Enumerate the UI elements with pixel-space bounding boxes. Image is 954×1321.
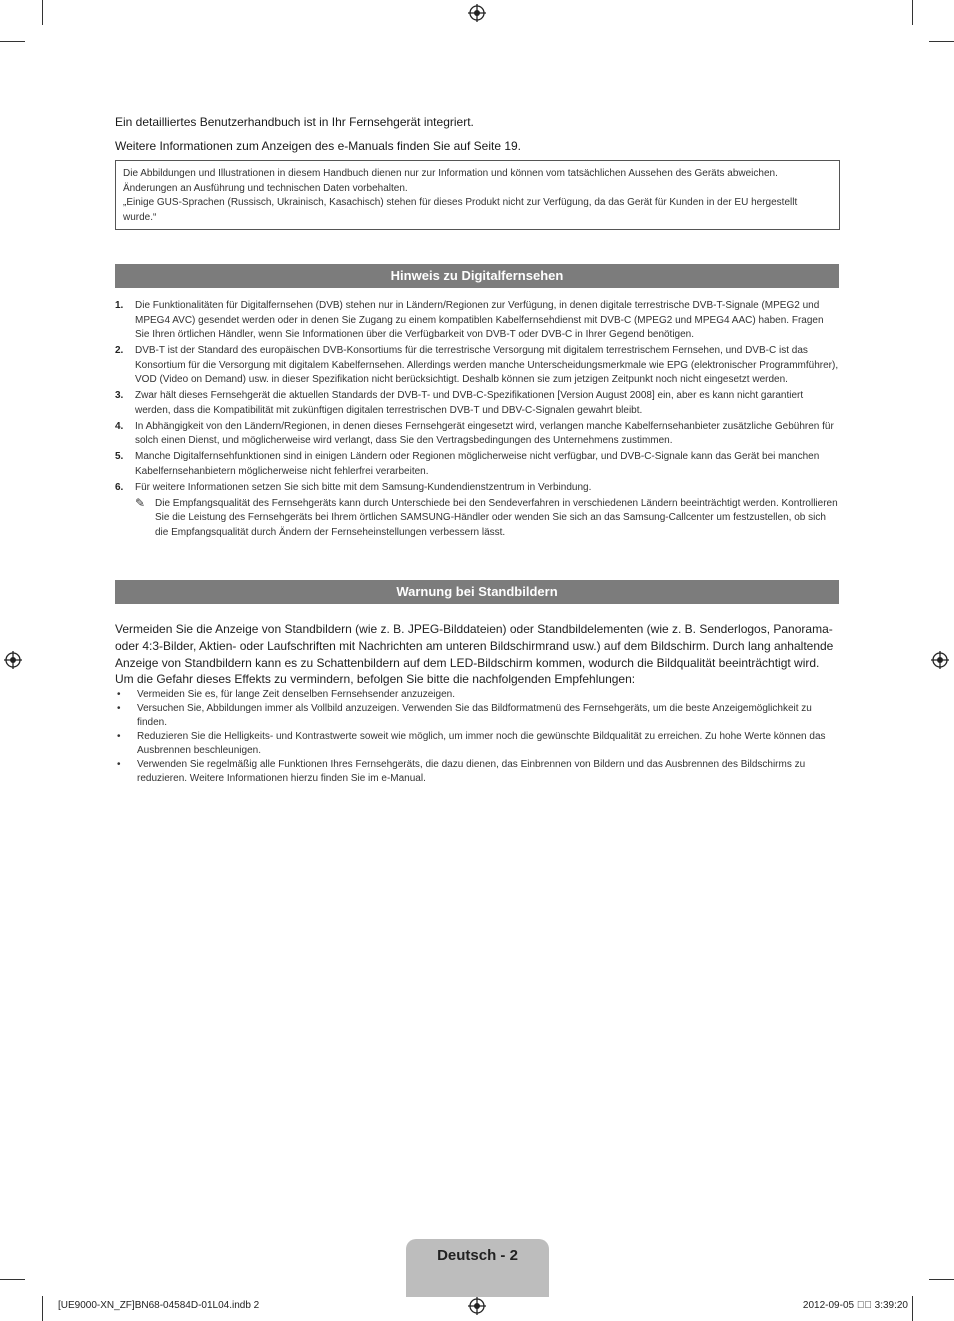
crop-mark	[0, 1279, 25, 1280]
disclaimer-text: Die Abbildungen und Illustrationen in diesem Handbuch dienen nur zur Information und können vom tatsächlichen Aussehen des Geräts abweichen. Änderungen an Ausführung und technischen Daten vorbehalten.	[123, 168, 778, 194]
footer-file-info: [UE9000-XN_ZF]BN68-04584D-01L04.indb 2	[58, 1300, 260, 1311]
list-item	[115, 299, 839, 343]
bullet-icon: •	[117, 689, 121, 700]
list-item	[115, 758, 839, 786]
crop-mark	[929, 1279, 954, 1280]
still-image-warning-text: Vermeiden Sie die Anzeige von Standbildern (wie z. B. JPEG-Bilddateien) oder Standbildelementen (wie z. B. Senderlogos, Panorama- oder 4:3-Bilder, Aktien- oder Laufschriften mit Nachrichten am unteren Bildschirmrand usw.) auf dem Bildschirm. Durch lang anhaltende Anzeige von Standbildern kann es zu Schattenbildern auf dem LED-Bildschirm kommen, wodurch die Bildqualität beeinträchtigt wird. Um die Gefahr dieses Effekts zu vermindern, befolgen Sie bitte die nachfolgenden Empfehlungen:	[115, 622, 834, 687]
item-number: 2.	[115, 345, 124, 356]
registration-mark-icon	[468, 1297, 486, 1315]
bullet-text: Vermeiden Sie es, für lange Zeit denselben Fernsehsender anzuzeigen.	[137, 689, 455, 700]
intro-line-1: Ein detailliertes Benutzerhandbuch ist in Ihr Fernsehgerät integriert.	[115, 115, 474, 129]
item-number: 1.	[115, 300, 124, 311]
item-text: Für weitere Informationen setzen Sie sich bitte mit dem Samsung-Kundendienstzentrum in Verbindung.	[135, 481, 592, 493]
section-heading-still-images: Warnung bei Standbildern	[115, 580, 839, 604]
list-item	[115, 344, 839, 388]
bullet-icon: •	[117, 703, 121, 714]
item-number: 4.	[115, 420, 124, 432]
intro-line-2: Weitere Informationen zum Anzeigen des e-Manuals finden Sie auf Seite 19.	[115, 139, 522, 153]
bullet-icon: •	[117, 759, 121, 770]
list-item	[115, 702, 839, 730]
list-item	[115, 481, 839, 496]
item-number: 3.	[115, 390, 124, 401]
list-item	[115, 389, 839, 418]
item-number: 6.	[115, 481, 124, 493]
crop-mark	[912, 0, 913, 25]
item-number: 5.	[115, 451, 124, 462]
bullet-text: Reduzieren Sie die Helligkeits- und Kontrastwerte soweit wie möglich, um immer noch die gewünschte Bildqualität zu erreichen. Zu hohe Werte können das Ausbrennen beschleunigen.	[137, 731, 826, 756]
item-text: DVB-T ist der Standard des europäischen DVB-Konsortiums für die terrestrische Versorgung mit digitalem terrestrischem Fernsehen, und DVB-C ist das Konsortium für die Versorgung mit digitalem Kabelfernsehen. Allerdings werden manche Unterscheidungsmerkmale wie EPG (elektronischer Programmführer), VOD (Video on Demand) usw. in dieser Spezifikation nicht berücksichtigt. Deshalb können sie zum jetzigen Zeitpunkt noch nicht eingesetzt werden.	[135, 345, 839, 385]
gus-language-note: „Einige GUS-Sprachen (Russisch, Ukrainisch, Kasachisch) stehen für dieses Produkt nicht zur Verfügung, da das Gerät für Kunden in der EU hergestellt wurde.“	[123, 197, 798, 223]
registration-mark-icon	[4, 651, 22, 669]
digital-tv-list	[115, 299, 839, 540]
bullet-icon: •	[117, 731, 121, 742]
crop-mark	[912, 1296, 913, 1321]
note-text: Die Empfangsqualität des Fernsehgeräts kann durch Unterschiede bei den Sendeverfahren in verschiedenen Ländern beeinträchtigt werden. Kontrollieren Sie die Leistung des Fernsehgeräts bei Ihrem örtlichen SAMSUNG-Händler oder wenden Sie sich an das Samsung-Callcenter um festzustellen, ob sich die Empfangsqualität durch Ändern der Fernseheinstellungen verbessern lässt.	[155, 497, 838, 538]
list-item	[115, 688, 839, 702]
bullet-text: Verwenden Sie regelmäßig alle Funktionen Ihres Fernsehgeräts, die dazu dienen, das Einbrennen von Bildern und das Ausbrennen des Bildschirms zu reduzieren. Weitere Informationen hierzu finden Sie im e-Manual.	[137, 759, 806, 784]
list-item	[115, 730, 839, 758]
crop-mark	[0, 41, 25, 42]
registration-mark-icon	[931, 651, 949, 669]
crop-mark	[42, 0, 43, 25]
crop-mark	[929, 41, 954, 42]
crop-mark	[42, 1296, 43, 1321]
pencil-note-icon: ✎	[135, 495, 146, 510]
page-number-tab: Deutsch - 2	[406, 1239, 549, 1297]
bullet-text: Versuchen Sie, Abbildungen immer als Vollbild anzuzeigen. Verwenden Sie das Bildformatmenü des Fernsehgeräts, um die beste Anzeigemöglichkeit zu finden.	[137, 703, 812, 728]
item-text: Zwar hält dieses Fernsehgerät die aktuellen Standards der DVB-T- und DVB-C-Spezifikationen [Version August 2008] ein, aber es kann nicht garantiert werden, dass die Kompatibilität mit zukünftigen digitalen terrestrischen DVB-T und DBV-C-Signalen gewahrt bleibt.	[135, 390, 804, 416]
registration-mark-icon	[468, 4, 486, 22]
item-text: Manche Digitalfernsehfunktionen sind in einigen Ländern oder Regionen möglicherweise nicht verfügbar, und DVB-C-Signale kann das Gerät bei manchen Kabelfernsehanbietern möglicherweise nicht fehlerfrei verarbeiten.	[135, 451, 820, 477]
recommendation-list	[115, 688, 839, 786]
list-item	[115, 420, 839, 449]
disclaimer-box	[115, 160, 840, 230]
list-item	[115, 450, 839, 479]
reception-note	[135, 497, 839, 541]
section-heading-digital-tv: Hinweis zu Digitalfernsehen	[115, 264, 839, 288]
item-text: In Abhängigkeit von den Ländern/Regionen, in denen dieses Fernsehgerät eingesetzt wird, verlangen manche Kabelfernsehanbieter zusätzliche Gebühren für solch einen Dienst, und möglicherweise wird verlangt, dass Sie den Vertragsbedingungen des Unternehmens zustimmen.	[135, 420, 834, 446]
footer-timestamp: 2012-09-05 ￿￿ 3:39:20	[802, 1300, 908, 1311]
item-text: Die Funktionalitäten für Digitalfernsehen (DVB) stehen nur in Ländern/Regionen zur Verfügung, in denen digitale terrestrische DVB-T-Signale (MPEG2 und MPEG4 AVC) gesendet werden oder in denen Sie Zugang zu einem kompatiblen Kabelfernsehdienst mit DVB-C (MPEG2 und MPEG4 AAC) haben. Fragen Sie Ihren örtlichen Händler, wenn Sie Informationen über die Verfügbarkeit von DVB-T oder DVB-C in Ihrer Gegend benötigen.	[135, 300, 824, 340]
